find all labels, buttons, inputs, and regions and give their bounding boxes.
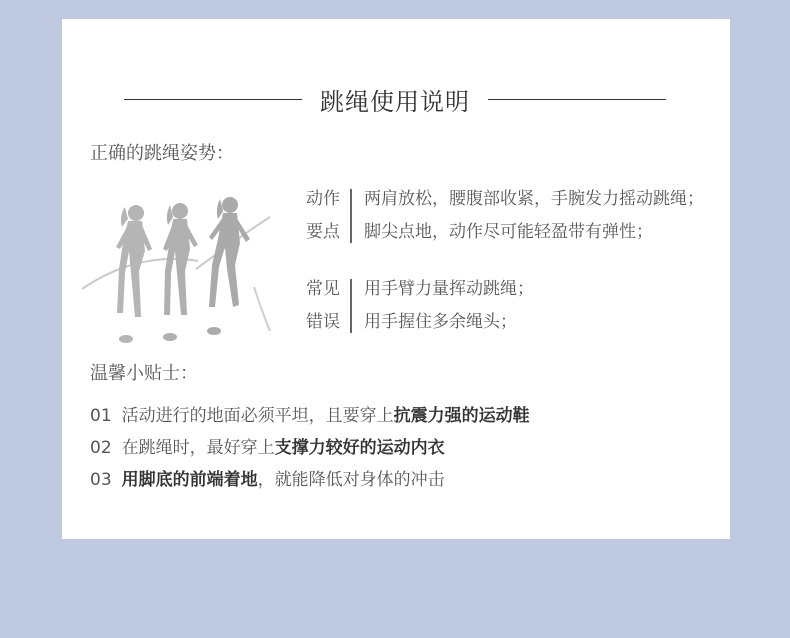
title-right-rule [488,99,666,100]
title-left-rule [124,99,302,100]
tip-emphasis: 用脚底的前端着地 [121,470,258,490]
key-points-label [306,183,340,249]
common-mistake-line-1: 用手臂力量挥动跳绳； [364,279,534,299]
instruction-card [62,19,730,539]
common-mistakes-label-top: 常见 [306,279,340,299]
common-mistakes-texts [364,273,534,339]
key-point-line-2: 脚尖点地，动作尽可能轻盈带有弹性； [364,222,653,242]
rope-jumping-figures-illustration [78,191,278,351]
tip-number: 01 [90,406,112,426]
page-title: 跳绳使用说明 [320,87,470,116]
tip-item [90,401,530,426]
tip-text-tail: ，就能降低对身体的冲击 [257,470,445,490]
common-mistakes-block [306,273,534,339]
tip-emphasis: 抗震力强的运动鞋 [393,406,530,426]
common-mistakes-label-bottom: 错误 [306,312,340,332]
tip-text: 在跳绳时，最好穿上 [121,438,275,458]
tip-item [90,465,445,490]
tip-item [90,433,445,458]
tip-text: 活动进行的地面必须平坦，且要穿上 [121,406,394,426]
key-points-label-top: 动作 [306,189,340,209]
posture-heading: 正确的跳绳姿势： [90,143,234,164]
tip-number: 02 [90,438,112,458]
key-points-label-bottom: 要点 [306,222,340,242]
key-points-block [306,183,704,249]
common-mistakes-divider [350,279,352,333]
tip-number: 03 [90,470,112,490]
title-row [124,79,666,119]
common-mistake-line-2: 用手握住多余绳头； [364,312,517,332]
tip-emphasis: 支撑力较好的运动内衣 [274,438,445,458]
key-points-texts [364,183,704,249]
tips-heading: 温馨小贴士： [90,363,198,384]
common-mistakes-label [306,273,340,339]
key-points-divider [350,189,352,243]
key-point-line-1: 两肩放松，腰腹部收紧，手腕发力摇动跳绳； [364,189,704,209]
